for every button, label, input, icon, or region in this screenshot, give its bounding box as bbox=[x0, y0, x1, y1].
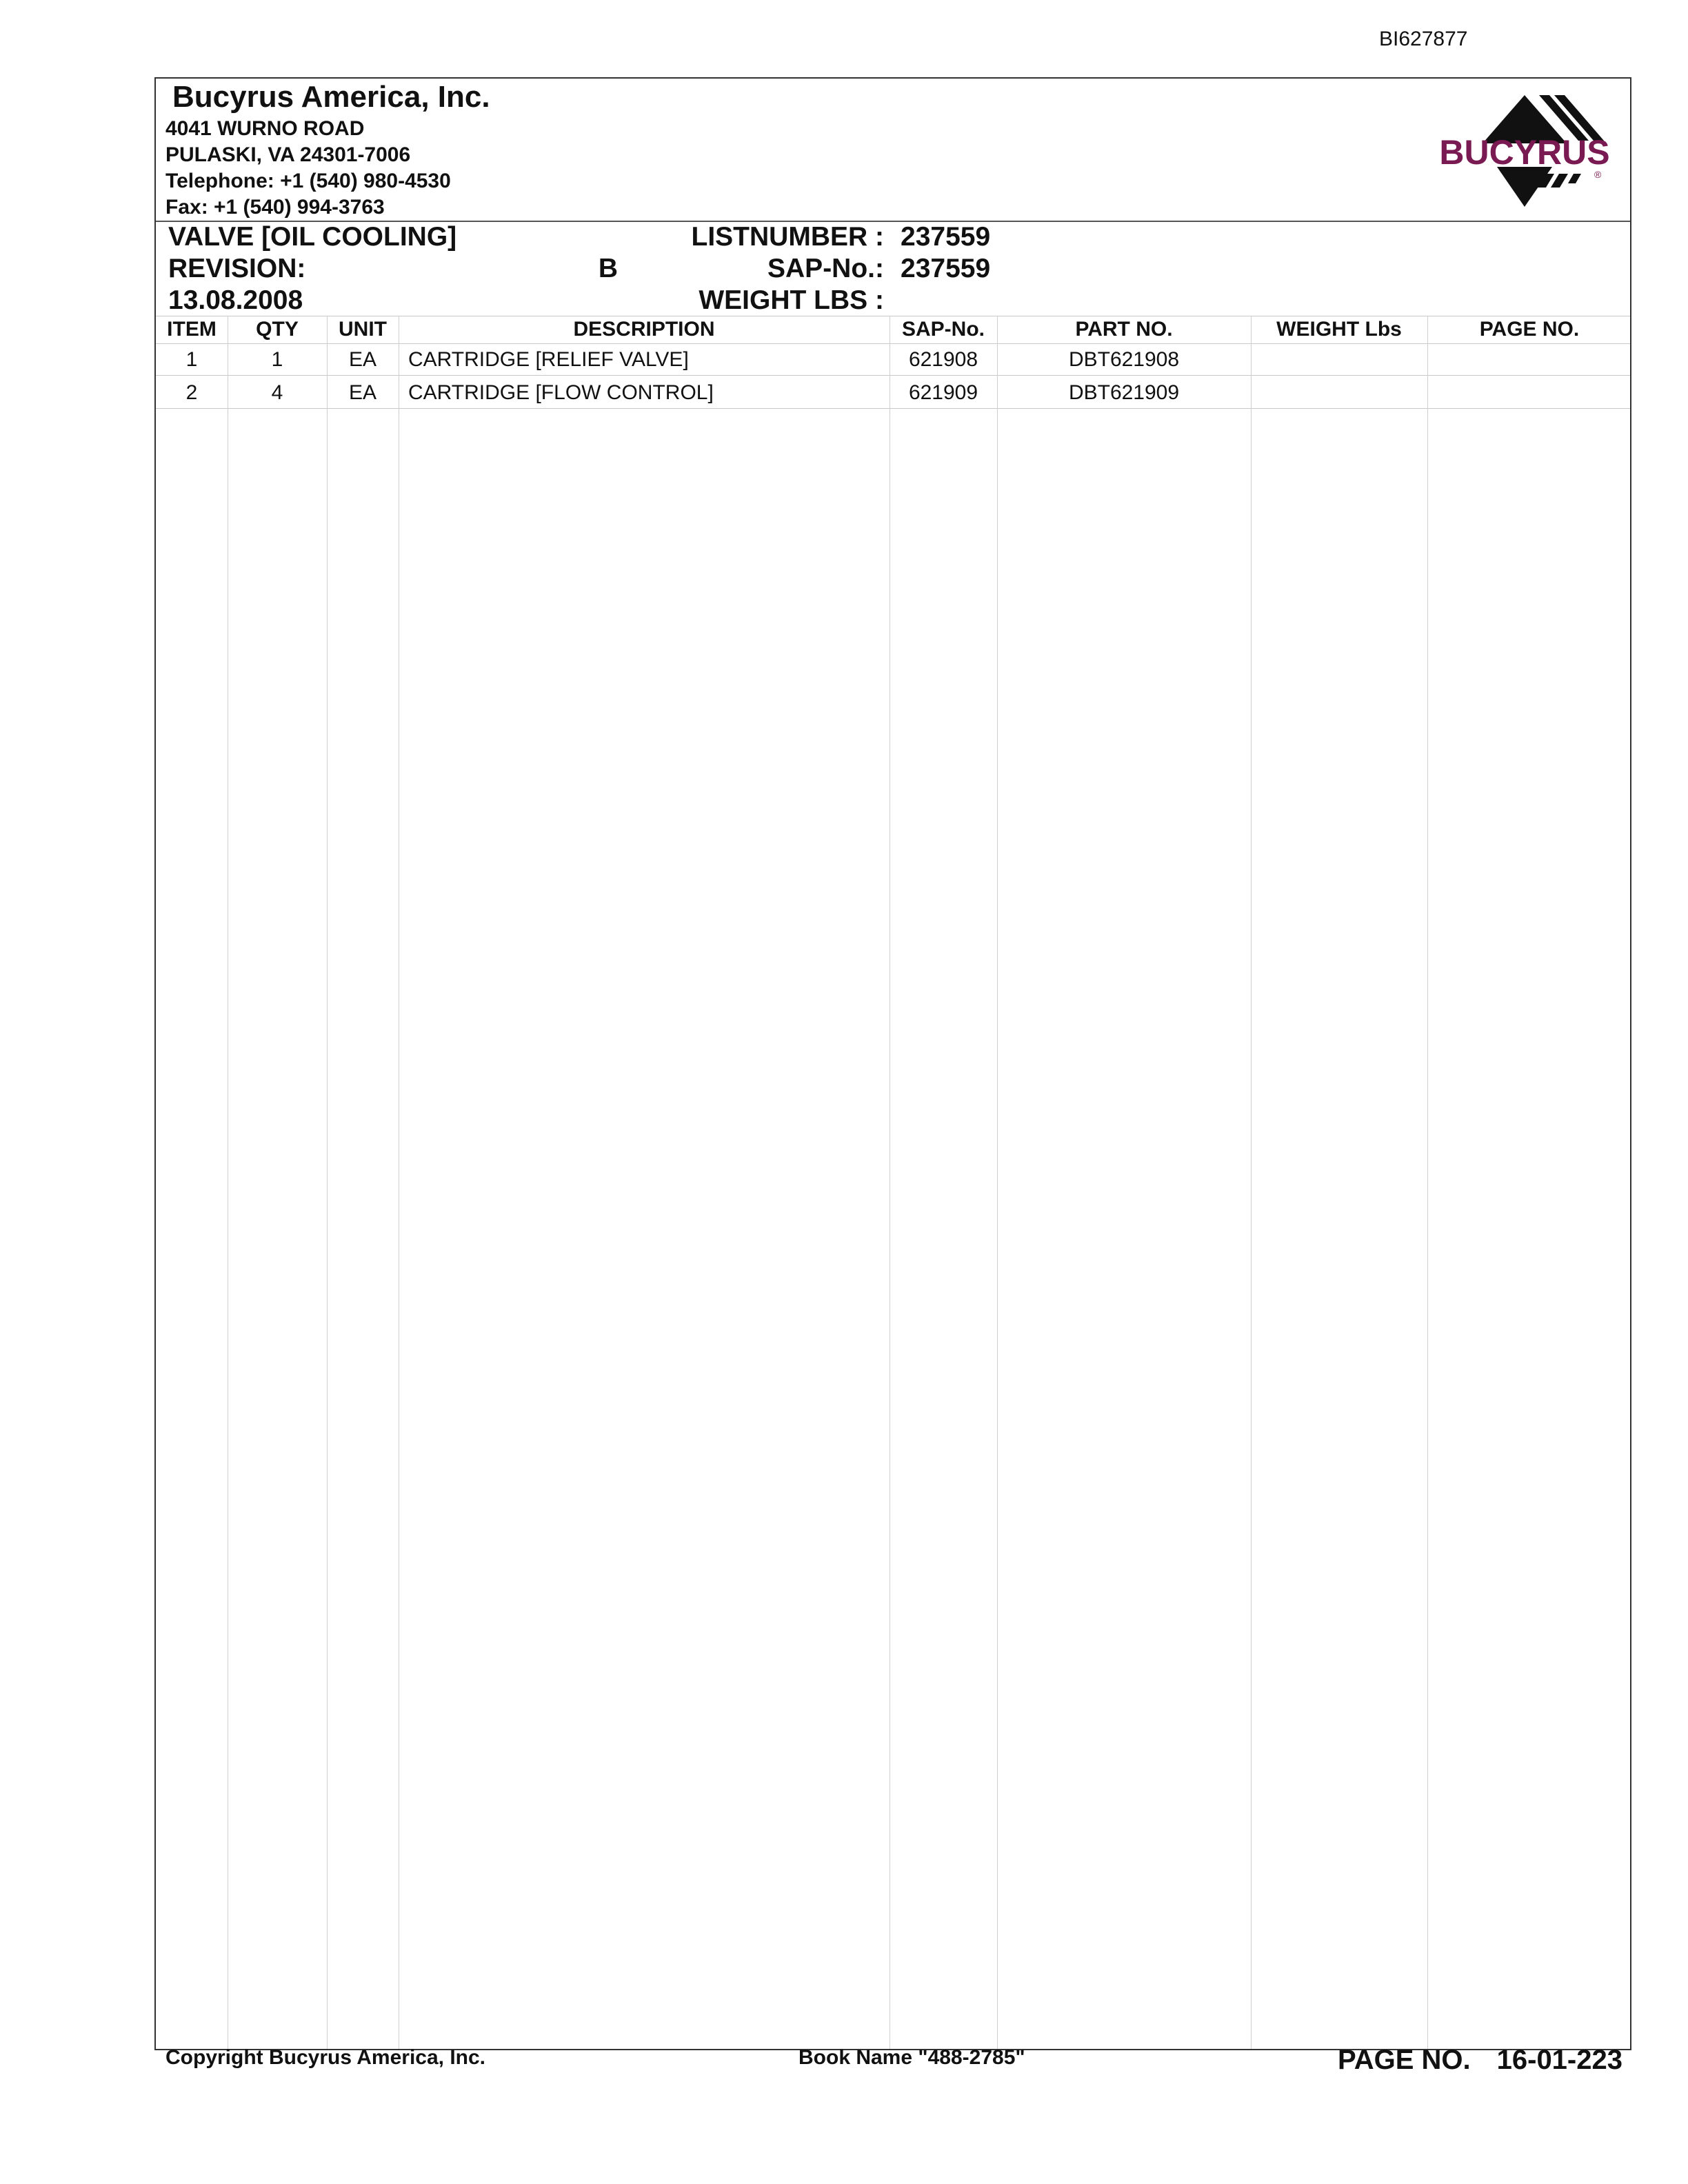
cell-unit: EA bbox=[348, 381, 377, 404]
column-header-page-no: PAGE NO. bbox=[1479, 318, 1580, 341]
company-telephone: Telephone: +1 (540) 980-4530 bbox=[165, 170, 451, 192]
logo-registered-mark: ® bbox=[1594, 169, 1602, 180]
company-fax: Fax: +1 (540) 994-3763 bbox=[165, 196, 385, 219]
footer-page-label: PAGE NO. bbox=[1338, 2045, 1471, 2075]
column-header-item: ITEM bbox=[167, 318, 217, 341]
listnumber-value: 237559 bbox=[901, 222, 991, 252]
cell-weight bbox=[1251, 345, 1427, 375]
row-divider bbox=[156, 375, 1630, 376]
company-address-line1: 4041 WURNO ROAD bbox=[165, 117, 365, 140]
list-title: VALVE [OIL COOLING] bbox=[168, 222, 457, 252]
column-header-weight: WEIGHT Lbs bbox=[1276, 318, 1402, 341]
revision-label: REVISION: bbox=[168, 254, 306, 283]
footer-page-number bbox=[1338, 2045, 1622, 2076]
logo-wordmark: BUCYRUS bbox=[1439, 133, 1610, 172]
footer-copyright: Copyright Bucyrus America, Inc. bbox=[165, 2046, 486, 2069]
table-header-border bbox=[156, 343, 1630, 344]
bucyrus-logo bbox=[1425, 85, 1625, 216]
column-header-description: DESCRIPTION bbox=[573, 318, 715, 341]
column-header-part-no: PART NO. bbox=[1075, 318, 1173, 341]
cell-part-no: DBT621909 bbox=[1068, 381, 1180, 404]
cell-item: 1 bbox=[185, 348, 198, 371]
listnumber-label: LISTNUMBER : bbox=[691, 222, 884, 252]
cell-sap-no: 621908 bbox=[908, 348, 978, 371]
cell-page-no bbox=[1427, 378, 1631, 408]
cell-unit: EA bbox=[348, 348, 377, 371]
cell-page-no bbox=[1427, 345, 1631, 375]
document-id: BI627877 bbox=[1379, 28, 1468, 50]
company-name: Bucyrus America, Inc. bbox=[172, 80, 490, 114]
list-date: 13.08.2008 bbox=[168, 285, 303, 315]
company-address-line2: PULASKI, VA 24301-7006 bbox=[165, 143, 411, 166]
cell-weight bbox=[1251, 378, 1427, 408]
cell-qty: 4 bbox=[271, 381, 283, 404]
cell-qty: 1 bbox=[271, 348, 283, 371]
column-header-qty: QTY bbox=[256, 318, 299, 341]
column-header-sap-no: SAP-No. bbox=[902, 318, 985, 341]
column-divider bbox=[1251, 316, 1252, 2049]
weight-label: WEIGHT LBS : bbox=[699, 285, 884, 315]
footer-page-value: 16-01-223 bbox=[1496, 2045, 1622, 2075]
row-divider bbox=[156, 408, 1630, 409]
sap-value: 237559 bbox=[901, 254, 991, 283]
column-divider bbox=[997, 316, 998, 2049]
column-header-unit: UNIT bbox=[339, 318, 387, 341]
cell-description: CARTRIDGE [RELIEF VALVE] bbox=[408, 348, 689, 371]
sap-label: SAP-No.: bbox=[767, 254, 884, 283]
cell-part-no: DBT621908 bbox=[1068, 348, 1180, 371]
footer-book-name: Book Name "488-2785" bbox=[798, 2046, 1025, 2069]
bucyrus-logo-icon bbox=[1425, 85, 1625, 216]
revision-value: B bbox=[598, 254, 618, 283]
cell-description: CARTRIDGE [FLOW CONTROL] bbox=[408, 381, 714, 404]
column-divider bbox=[327, 316, 328, 2049]
cell-sap-no: 621909 bbox=[908, 381, 978, 404]
column-divider bbox=[1427, 316, 1428, 2049]
parts-list-frame bbox=[154, 77, 1631, 2050]
cell-item: 2 bbox=[185, 381, 198, 404]
